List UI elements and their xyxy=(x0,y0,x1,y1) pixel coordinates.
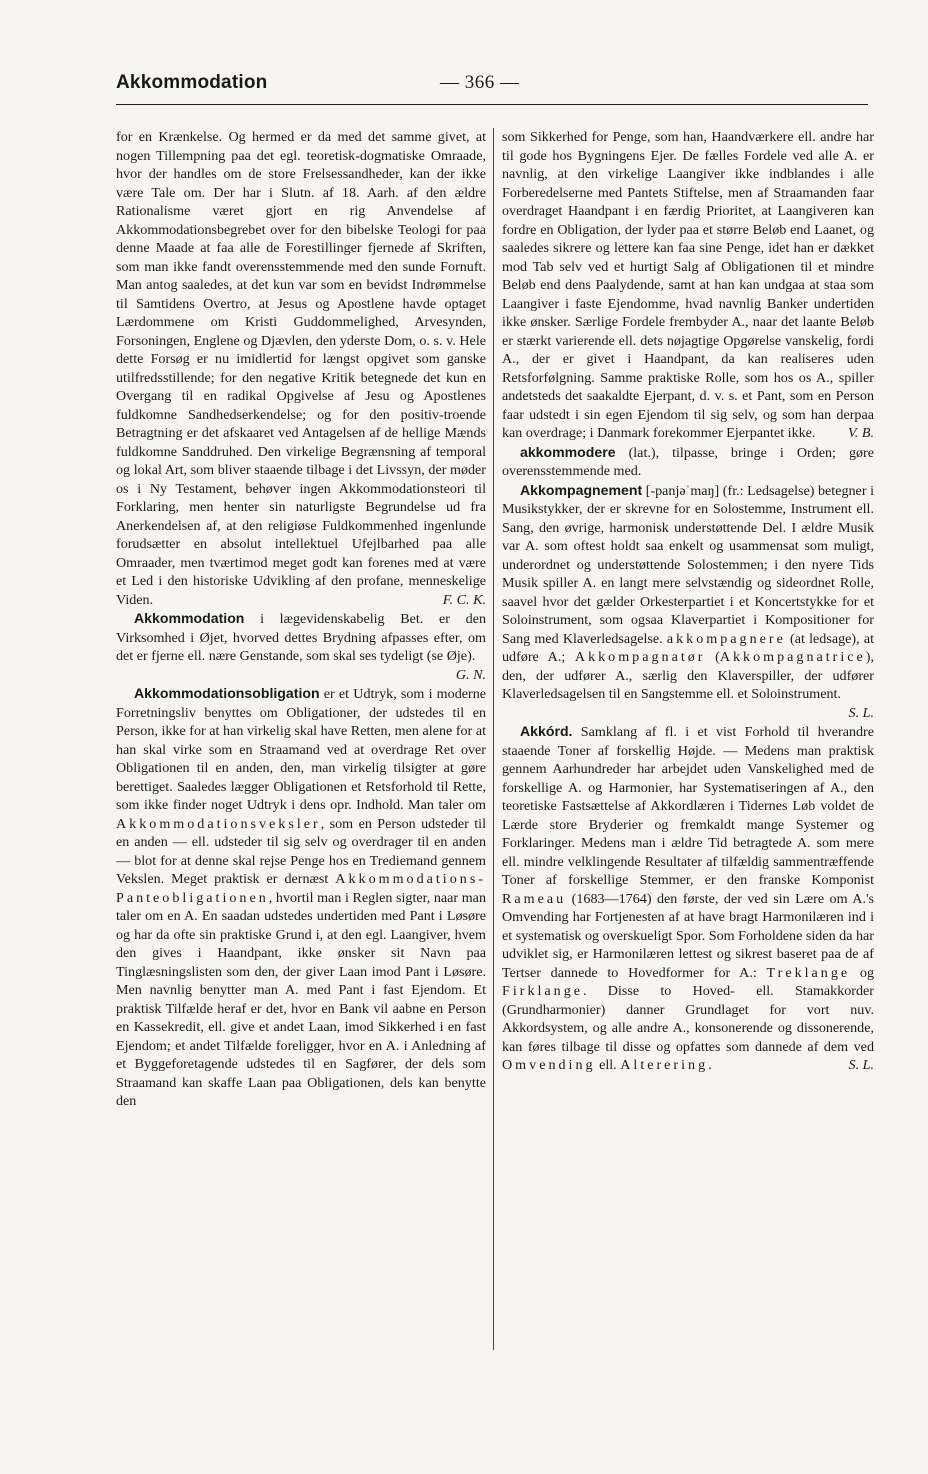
headword: akkommodere xyxy=(520,443,616,460)
entry-text: , som en Person udsteder til en anden — ell. udsteder til sig selv og overdrager til en anden — blot for at denne skal rejse Penge hos en Trediemand gennem Vekslen. Meget praktisk er dernæst xyxy=(116,815,486,887)
author-signature: F. C. K. xyxy=(442,591,486,608)
entry-text: (at ledsage), at udføre A.; xyxy=(502,630,874,665)
author-signature: V. B. xyxy=(848,425,874,441)
spaced-term: Akkompagnatrice xyxy=(719,649,866,665)
entry-text: ( xyxy=(705,649,720,665)
entry-text: er et Udtryk, som i moderne Forretningsliv benyttes om Obligationer, der udstedes til en Person, ikke for at han virkelig skal have Retten, men alene for at han skal virke som en Straamand ved at overdrage Ret over Obligationen til en anden, den, man virkelig tilsigter at gøre berettiget. Saaledes lægger Obligationen et Retsforhold til Rette, som ikke finder noget Udtryk i dens opr. Indhold. Man taler om xyxy=(116,686,486,813)
entry-text: ell. xyxy=(595,1057,621,1073)
spaced-term: Akkompagnatør xyxy=(574,649,706,665)
entry-text: (lat.), tilpasse, bringe i Orden; gøre overensstemmende med. xyxy=(502,444,874,479)
spaced-term: Rameau xyxy=(502,890,567,907)
author-signature: G. N. xyxy=(455,666,486,683)
entry-text: ), den, der udfører A., særlig den Klaverspiller, der udfører Klaverledsagelsen til en Sangstemme ell. et Soloinstrument. xyxy=(502,649,874,702)
headword: Akkommodation xyxy=(134,610,245,626)
spaced-term: Akkommodationsveksler xyxy=(116,815,321,832)
entry-text: , hvortil man i Reglen sigter, naar man taler om en A. En saadan udstedes undertiden med Pant i Løsøre og har da ofte sin praktiske Grund i, at den egl. Laangiver, hvem den gives i Haandpant, ikke ønsker sit Navn paa Tinglæsningslisten som den, der giver Laan imod Pant i Løsøre. Men navnlig benytter man A. med Pant i fast Ejendom. Et praktisk Tilfælde heraf er det, hvor en Bank vil aabne en Person en Kassekredit, ell. give et andet Laan, imod Sikkerhed i en fast Ejendom; et andet Tilfælde foreligger, hvor en A. i Anledning af et Byggeforetagende udstedes til en Sagfører, der dels som Straamand kan skaffe Laan paa Obligationen, dels kan benytte den xyxy=(116,889,486,1109)
entry-text: Samklang af fl. i et vist Forhold til hverandre staaende Toner af forskellig Højde. — Medens man praktisk gennem Aarhundreder har arbejdet uden Vanskelighed med de forskellige A. og Harmonier, har Systematiseringen af A., den teoretiske Fastsættelse af Akkordlæren i Tidernes Løb voldet de Lærde store Bryderier og fremkaldt mange Systemer og Forklaringer. Medens man i ældre Tid betragtede A. som mere ell. mindre velklingende Resultater af tilfældig sammentræffende Toner af forskellige Stemmer, er den franske Komponist xyxy=(502,724,874,888)
entry-akkompagnement xyxy=(502,481,874,721)
entry-text: [-panjəˈmaŋ] (fr.: Ledsagelse) betegner i Musikstykker, der er skrevne for en Solostemme, Instrument ell. Sang, den øvrige, harmonisk understøttende Del. I ældre Musik var A. som oftest holdt saa enkelt og usammensat som muligt, underordnet og understøttende Solostemmen; i den nyere Tids Musik spiller A. en langt mere selvstændig og sideordnet Rolle, saavel hvor det gælder Orkesterpartiet i et Koncertstykke for et Soloinstrument, som ogsaa Klaverpartiet i Kompositioner for Sang med Klaverledsagelse. xyxy=(502,482,874,647)
entry-text: i lægevidenskabelig Bet. er den Virksomhed i Øjet, hvorved dettes Brydning afpasses efter, om det er fjerne ell. nære Genstande, som skal ses tydeligt (se Øje). xyxy=(116,611,486,664)
entry-continuation xyxy=(502,128,874,443)
spaced-term: Omvending xyxy=(502,1057,596,1073)
paragraph-text: som Sikkerhed for Penge, som han, Haandværkere ell. andre har til gode hos Bygningens Ejer. De fælles Fordele ved alle A. er navnlig, at den virkelige Laangiver ikke indblandes i alle Forberedelserne med Pantets Stiftelse, men af Straamanden faar overdraget Haandpant i en færdig Prioritet, at Laangiveren kan fordre en Obligation, der lyder paa et større Beløb end Laanet, og saaledes sikrere og lettere kan faa sine Penge, idet han er dækket mod Tab selv ved et hurtigt Salg af Obligationen til et mindre Beløb end dens Paalydende, samt at han kan undgaa at staa som Laangiver i faste Ejendomme, hvad navnlig Banker undertiden ikke ønsker. Særlige Fordele frembyder A., naar det laante Beløb er stærkt varierende ell. dets nøjagtige Opgørelse vanskelig, fordi A., der er givet i Haandpant, da kan realiseres uden Retsforfølgning. Samme praktiske Rolle, som hos os A., spiller andetsteds det saakaldte Ejerpant, d. v. s. et Pant, som en Person faar udstedt i sin egen Ejendom til sig selv, og som han derpaa kan overdrage; i Danmark forekommer Ejerpantet ikke. xyxy=(502,129,874,441)
paragraph-text: for en Krænkelse. Og hermed er da med det samme givet, at nogen Tillempning paa det egl. teoretisk-dogmatiske Omraade, hvor der handles om de store Frelsessandheder, kan der ikke være Tale om. Der har i Slutn. af 18. Aarh. af den ældre Rationalisme været gjort en rig Anvendelse af Akkommodationsbegrebet over for den bibelske Teologi for paa denne Maade at faa alle de Forestillinger fjernede af Skriften, som man ikke fandt overensstemmende med den sunde Fornuft. Man antog saaledes, at det kun var som en bevidst Indrømmelse til Samtidens Overtro, at Jesus og Apostlene havde optaget Lærdommene om Kristi Guddommelighed, Arvesynden, Forsoningen, Englene og Djævlen, den yderste Dom, o. s. v. Hele dette Forsøg er nu imidlertid for længst opgivet som ganske utilfredsstillende; for den negative Kritik betegnede det kun en Overgang til en radikal Opgivelse af Jesu og Apostlenes fuldkomne Sandhedserkendelse; og for den positiv-troende Betragtning er det afskaaret ved Antagelsen af de hellige Mænds fuldkomne Sanddruhed. Den virkelige Begrænsning af temporal og lokal Art, som bliver staaende tilbage i det Livssyn, der møder os i Ny Testament, behøver ingen Akkommodationsteori til Forklaring, men henter sin naturligste Begrundelse ud fra Anerkendelsen af, at den religiøse Fuldkommenhed ingenlunde forudsætter en absolut intellektuel Ufejlbarhed paa alle Omraader, men tværtimod meget godt kan forenes med at være et Led i den historiske Udvikling af den profane, menneskelige Viden. xyxy=(116,129,486,608)
page-header xyxy=(0,72,928,102)
left-column xyxy=(116,128,486,1111)
entry-akkord xyxy=(502,722,874,1075)
entry-paragraph xyxy=(116,128,486,609)
headword: Akkompagnement xyxy=(520,481,643,498)
spaced-term: Firklange xyxy=(502,983,584,999)
entry-text: . xyxy=(708,1057,712,1073)
spaced-term: Alterering xyxy=(620,1057,709,1073)
page-number: — 366 — xyxy=(440,72,520,93)
spaced-term: Treklange xyxy=(766,964,851,981)
author-signature: S. L. xyxy=(848,1057,874,1073)
entry-text: . Disse to Hoved- ell. Stamakkorder (Grundharmonier) danner Grundlaget for vort nuv. Akkordsystem, og alle andre A., konsonerende og dissonerende, kan føres tilbage til disse og opfattes som dannede af dem ved xyxy=(502,983,874,1055)
entry-text: (1683—1764) den første, der ved sin Lære om A.'s Omvending har Fortjenesten af at have bragt Harmonilæren ind i et systematisk og overskueligt Spor. Som Forholdene siden da har udviklet sig, er Harmonilæren lettest og sikrest baseret paa de af Tertser dannede to Hovedformer for A.: xyxy=(502,890,874,981)
entry-akkommodere xyxy=(502,443,874,481)
spaced-term: Akkommodations-Panteobligationen xyxy=(116,871,486,906)
headword: Akkórd. xyxy=(520,723,573,739)
right-column xyxy=(502,128,874,1075)
entry-text: og xyxy=(850,964,874,981)
running-head: Akkommodation xyxy=(116,72,268,93)
headword: Akkommodationsobligation xyxy=(134,685,320,701)
header-rule xyxy=(116,104,868,105)
spaced-term: akkompagnere xyxy=(666,630,786,647)
entry-akkommodation-medical xyxy=(116,609,486,683)
author-signature: S. L. xyxy=(848,704,874,721)
column-divider xyxy=(493,128,494,1350)
entry-akkommodationsobligation xyxy=(116,684,486,1111)
